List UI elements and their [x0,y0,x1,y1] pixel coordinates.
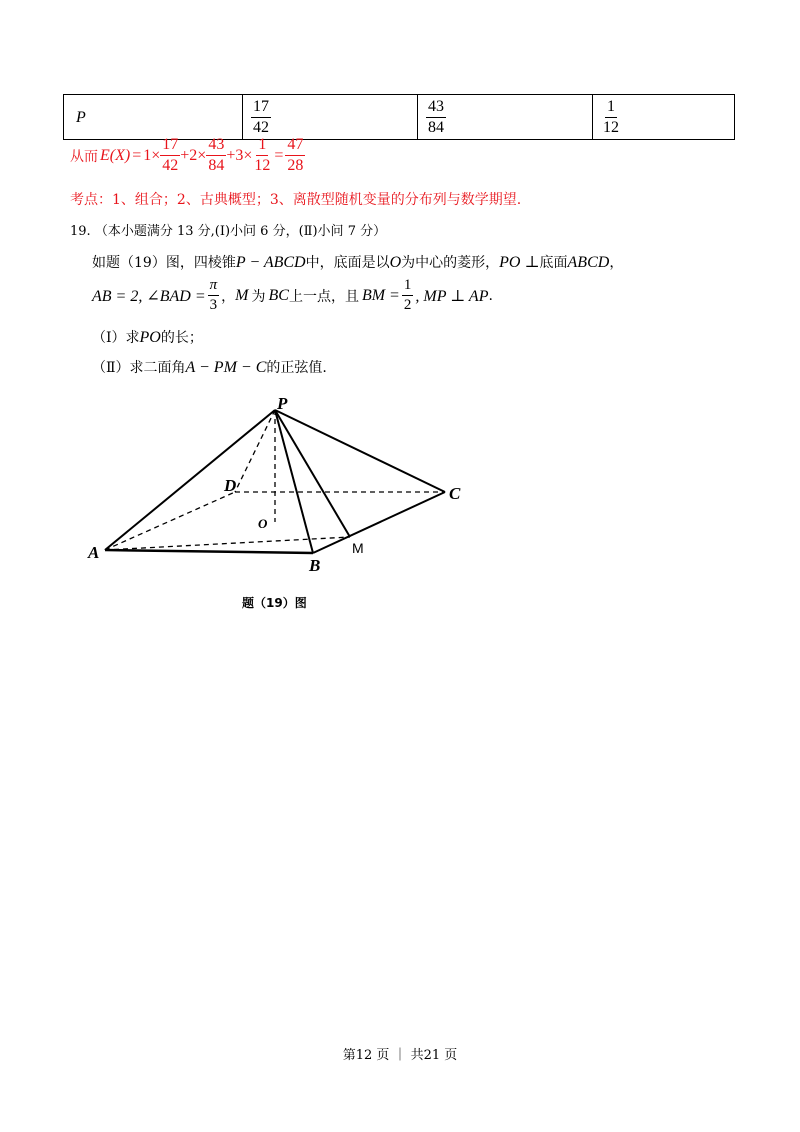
denominator: 12 [254,157,271,174]
math: AB = 2, ∠BAD = [92,287,206,305]
edge-PB [275,410,313,553]
label-P: P [277,394,288,413]
denominator: 12 [603,118,619,136]
question-1 [92,327,203,347]
numerator: 43 [426,99,446,118]
term-3-fraction [252,137,272,174]
equals-sign: = [132,146,142,164]
text: 如题（19）图，四棱锥 [92,255,236,271]
table-cell [243,95,418,140]
numerator: 1 [256,137,268,156]
math: M [235,286,249,304]
result-fraction [285,137,305,174]
denominator: 84 [428,118,444,136]
table-row [64,95,735,140]
math: BM = [361,286,400,304]
text: 底面 [539,255,568,271]
denominator: 42 [162,157,179,174]
numerator: 17 [160,137,180,156]
text: ， [221,288,236,305]
row-label: P [76,109,86,126]
label-C: C [449,484,461,503]
figure-caption: 题（19）图 [242,596,307,610]
edge-PD [235,410,275,492]
text: ， [609,255,624,271]
math: P − ABCD [235,254,306,271]
label-B: B [309,556,321,575]
text: 为 [251,288,266,305]
page-footer: 第12 页 ｜ 共21 页 [342,1048,458,1063]
term-2-fraction [206,137,226,174]
numerator: 17 [251,99,271,118]
table-cell [418,95,593,140]
distribution-table [63,94,735,140]
edge-PA [105,410,275,550]
expectation-lhs: E(X) [100,146,131,164]
denominator: 42 [253,118,269,136]
edge-BC [313,492,445,553]
math: PO [139,329,161,346]
math: ABCD [567,254,610,271]
expectation-line [70,137,305,174]
text: （Ⅱ）求二面角 [92,360,186,376]
fraction [251,99,271,136]
edge-PC [275,410,445,492]
pi-over-3 [208,278,220,313]
denominator: 28 [287,157,304,174]
result-equals: = [274,146,284,164]
term-3-coef: +3× [226,146,253,164]
denominator: 2 [403,297,412,313]
math: A − PM − C [185,359,267,376]
text: 的正弦值. [266,360,327,376]
edge-AD [105,492,235,550]
problem-line-1 [92,252,623,272]
label-A: A [88,543,100,562]
math: PO ⊥ [499,254,540,271]
math: , MP ⊥ AP [415,287,489,305]
numerator: 1 [402,278,414,296]
numerator: 43 [206,137,226,156]
pyramid-figure [80,385,480,625]
numerator: π [208,278,220,296]
problem-line-2 [92,278,493,313]
table-cell [593,95,735,140]
row-label-cell [64,95,243,140]
question-2 [92,357,327,377]
label-M: M [352,540,364,556]
math: BC [268,286,289,304]
numerator: 47 [285,137,305,156]
text: 上一点，且 [288,288,359,305]
text: . [488,287,493,304]
label-D: D [224,476,237,495]
denominator: 3 [209,297,218,313]
one-half [402,278,414,313]
text: （Ⅰ）求 [92,330,140,346]
text: 中，底面是以 [305,255,390,271]
math: O [389,254,402,271]
problem-header [70,220,386,239]
denominator: 84 [208,157,225,174]
problem-score: （本小题满分 13 分,(Ⅰ)小问 6 分，(Ⅱ)小问 7 分） [94,224,387,239]
problem-number: 19. [70,224,91,239]
term-1-coef: 1× [143,146,161,164]
expectation-prefix: 从而 [70,148,98,165]
text: 的长； [160,330,203,346]
fraction [601,99,621,136]
term-2-coef: +2× [180,146,207,164]
fraction [426,99,446,136]
numerator: 1 [605,99,617,118]
label-O: O [258,516,268,531]
term-1-fraction [160,137,180,174]
edge-AB [105,550,313,553]
kaodian-line: 考点：1、组合；2、古典概型；3、离散型随机变量的分布列与数学期望. [70,192,522,208]
segment-AM [105,537,350,550]
text: 为中心的菱形， [401,255,500,271]
